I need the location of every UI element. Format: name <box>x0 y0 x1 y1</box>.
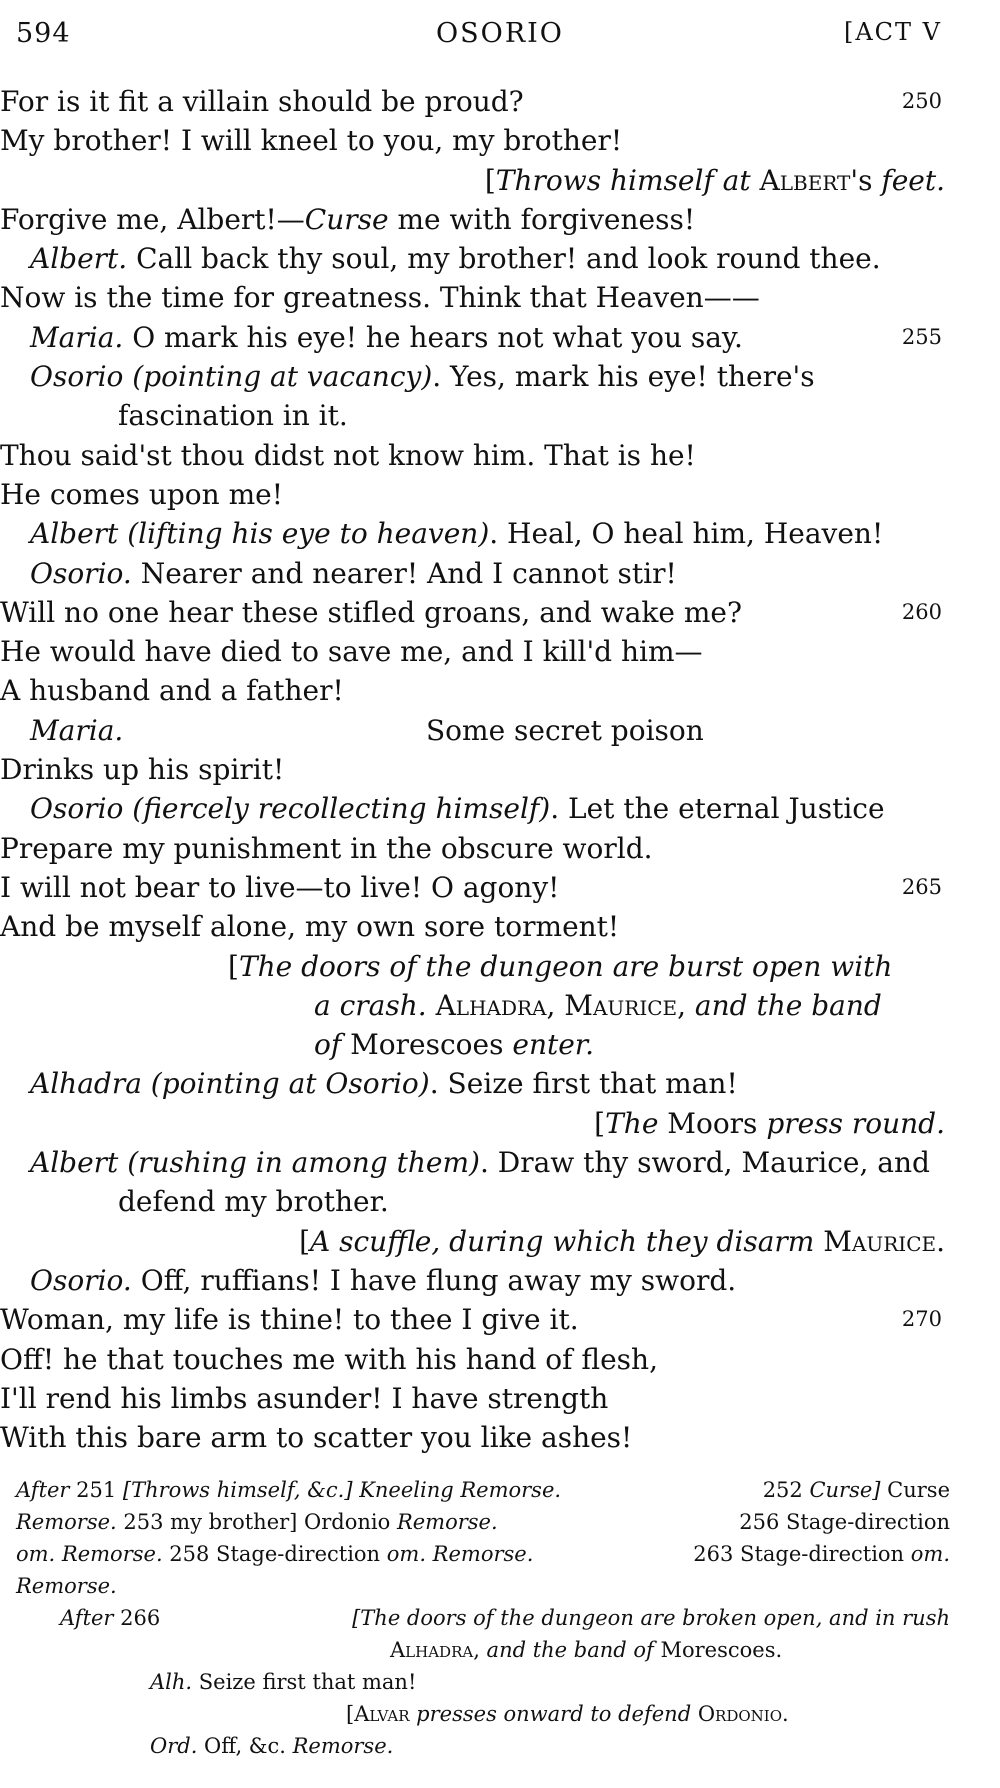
line-text: He comes upon me! <box>0 477 283 511</box>
speaker-name: Ord. <box>150 1734 198 1758</box>
note-text: and the band of <box>479 1638 661 1662</box>
group-name: Moors <box>658 1106 767 1140</box>
verse-line <box>0 278 1000 317</box>
verse-line <box>0 632 1000 671</box>
note-text: om. Remorse. <box>386 1542 534 1566</box>
speaker-name: Osorio <box>30 360 124 394</box>
group-name: Morescoes. <box>660 1638 783 1662</box>
line-text: For is it fit a villain should be proud? <box>0 85 524 118</box>
line-number: 260 <box>901 599 942 624</box>
speech-line <box>0 318 1000 357</box>
speaker-direction: (pointing at vacancy) <box>123 360 433 394</box>
note-line <box>0 1538 1000 1570</box>
note-text: Kneeling Remorse. <box>352 1478 562 1502</box>
stage-direction <box>0 1104 1000 1143</box>
note-segment <box>16 1538 533 1570</box>
note-line <box>0 1506 1000 1538</box>
verse-line <box>0 671 1000 710</box>
note-text: om. <box>910 1542 950 1566</box>
line-text: defend my brother. <box>118 1185 389 1219</box>
note-line <box>0 1634 1000 1666</box>
bracket: [ <box>484 163 496 197</box>
line-text: He would have died to save me, and I kill'd him— <box>0 635 703 669</box>
speaker-name: Alhadra <box>30 1067 142 1101</box>
act-label: [ACT V <box>843 18 942 46</box>
note-label: After <box>60 1606 114 1630</box>
page-number: 594 <box>16 18 71 49</box>
direction-text: feet. <box>881 163 945 197</box>
note-segment <box>16 1474 561 1506</box>
speech-line <box>0 1261 1000 1300</box>
note-line <box>0 1602 1000 1634</box>
line-text: Will no one hear these stifled groans, and wake me? <box>0 595 742 629</box>
verse-line <box>0 1182 1000 1221</box>
stage-direction <box>0 947 1000 986</box>
bracket: [ <box>299 1224 310 1258</box>
verse-line <box>0 868 1000 907</box>
note-text: 253 my brother] Ordonio <box>116 1510 397 1534</box>
line-text: Curse <box>304 202 389 236</box>
note-text: 258 Stage-direction <box>162 1542 387 1566</box>
speaker-name: Albert <box>30 1146 119 1180</box>
character-name: Albert <box>759 163 851 197</box>
speech-line <box>0 554 1000 593</box>
bracket: [ <box>346 1702 355 1726</box>
line-number: 250 <box>901 89 942 113</box>
line-text: . Yes, mark his eye! there's <box>432 360 815 394</box>
direction-text: and the band <box>686 988 882 1022</box>
stage-direction <box>0 1222 1000 1261</box>
line-text: Woman, my life is thine! to thee I give it. <box>0 1303 579 1337</box>
character-names: Alhadra, Maurice, <box>435 988 687 1022</box>
direction-text: press round. <box>766 1106 945 1140</box>
speech-line <box>0 1143 1000 1182</box>
running-title: OSORIO <box>436 18 564 49</box>
direction-text: The doors of the dungeon are burst open with <box>238 949 893 983</box>
verse-line <box>0 121 1000 160</box>
note-line <box>0 1698 1000 1730</box>
speech-line <box>0 711 1000 750</box>
line-text: . Seize first that man! <box>429 1067 738 1101</box>
line-text: Forgive me, Albert!— <box>0 202 305 236</box>
speech-line <box>0 789 1000 828</box>
note-text: Remorse. <box>292 1734 394 1758</box>
direction-text: The <box>605 1106 659 1140</box>
verse-line <box>0 1379 1000 1418</box>
note-text: Off, &c. <box>197 1734 293 1758</box>
speaker-direction: (fiercely recollecting himself) <box>123 792 551 826</box>
note-label: After <box>16 1478 70 1502</box>
speech-line <box>0 357 1000 396</box>
line-text: Now is the time for greatness. Think that Heaven—— <box>0 281 760 315</box>
character-name: Ordonio. <box>697 1702 789 1726</box>
textual-notes <box>0 1474 1000 1762</box>
verse-line <box>0 593 1000 632</box>
speaker-direction: (pointing at Osorio) <box>141 1067 430 1101</box>
speaker-name: Alh. <box>150 1670 193 1694</box>
note-text: Remorse. <box>16 1574 117 1598</box>
note-text: 266 <box>113 1606 161 1630</box>
line-text: With this bare arm to scatter you like ashes! <box>0 1421 633 1455</box>
speaker-name: Maria. <box>30 713 124 747</box>
direction-text: enter. <box>503 1028 595 1062</box>
verse-line <box>0 436 1000 475</box>
note-text: om. Remorse. <box>16 1542 163 1566</box>
speaker-name: Osorio. <box>30 1263 132 1297</box>
direction-text: 's <box>850 163 882 197</box>
line-text: A husband and a father! <box>0 674 344 708</box>
line-text: And be myself alone, my own sore torment! <box>0 910 620 944</box>
verse-line <box>0 200 1000 239</box>
line-text: fascination in it. <box>118 399 348 433</box>
line-text: Some secret poison <box>426 713 704 747</box>
line-number: 255 <box>901 324 942 349</box>
note-text: [The doors of the dungeon are broken open, and in rush <box>352 1606 950 1630</box>
line-number: 265 <box>901 874 942 899</box>
speaker-direction: (rushing in among them) <box>118 1146 480 1180</box>
character-name: Alhadra, <box>390 1638 480 1662</box>
note-text: 252 <box>762 1478 810 1502</box>
note-text: 263 Stage-direction <box>693 1542 911 1566</box>
line-text: I'll rend his limbs asunder! I have strength <box>0 1381 609 1415</box>
direction-text: of <box>314 1028 351 1062</box>
note-segment <box>60 1602 160 1634</box>
speaker-direction: (lifting his eye to heaven) <box>118 517 490 551</box>
verse-line <box>0 750 1000 789</box>
verse-line <box>0 829 1000 868</box>
line-number: 270 <box>901 1307 942 1332</box>
line-text: I will not bear to live—to live! O agony! <box>0 870 560 904</box>
bracket: [ <box>228 949 239 983</box>
line-text: Thou said'st thou didst not know him. That is he! <box>0 438 696 472</box>
note-line <box>0 1730 1000 1762</box>
line-text: Call back thy soul, my brother! and look round thee. <box>127 242 881 276</box>
character-name: Maurice. <box>823 1224 945 1258</box>
note-segment <box>763 1474 950 1506</box>
note-text: 256 Stage-direction <box>739 1510 950 1534</box>
speaker-name: Albert. <box>30 242 128 276</box>
bracket: [ <box>594 1106 606 1140</box>
line-text: . Heal, O heal him, Heaven! <box>489 517 884 551</box>
note-text: [Throws himself, &c.] <box>122 1478 353 1502</box>
verse-text <box>0 82 1000 1457</box>
verse-line <box>0 82 1000 121</box>
line-text: My brother! I will kneel to you, my brother! <box>0 124 623 158</box>
note-line <box>0 1474 1000 1506</box>
note-text: Seize first that man! <box>192 1670 417 1694</box>
note-text: Remorse. <box>16 1510 117 1534</box>
line-text: Prepare my punishment in the obscure world. <box>0 831 653 865</box>
speech-line <box>0 239 1000 278</box>
line-text: O mark his eye! he hears not what you say. <box>123 320 743 354</box>
character-name: Alvar <box>354 1702 410 1726</box>
line-text: Off! he that touches me with his hand of flesh, <box>0 1342 658 1376</box>
note-segment <box>16 1506 498 1538</box>
note-text: Remorse. <box>396 1510 498 1534</box>
verse-line <box>0 907 1000 946</box>
speech-line <box>0 514 1000 553</box>
line-text: . Let the eternal Justice <box>550 792 885 826</box>
note-line <box>0 1666 1000 1698</box>
line-text: . Draw thy sword, Maurice, and <box>479 1146 930 1180</box>
speaker-name: Osorio <box>30 792 124 826</box>
line-text: Off, ruffians! I have flung away my sword. <box>131 1263 737 1297</box>
note-text: presses onward to defend <box>409 1702 698 1726</box>
direction-text: a crash. <box>314 988 436 1022</box>
verse-line <box>0 1418 1000 1457</box>
line-text: me with forgiveness! <box>388 202 696 236</box>
speech-line <box>0 1064 1000 1103</box>
note-segment <box>693 1538 950 1570</box>
stage-direction <box>0 986 1000 1025</box>
direction-text: A scuffle, during which they disarm <box>310 1224 824 1258</box>
verse-line <box>0 475 1000 514</box>
stage-direction <box>0 161 1000 200</box>
note-segment <box>739 1506 950 1538</box>
group-name: Morescoes <box>350 1028 504 1062</box>
direction-text: Throws himself at <box>495 163 760 197</box>
note-line <box>0 1570 1000 1602</box>
note-text: Curse] <box>809 1478 881 1502</box>
line-text: Drinks up his spirit! <box>0 753 285 787</box>
line-text: Nearer and nearer! And I cannot stir! <box>131 556 677 590</box>
note-text: 251 <box>69 1478 123 1502</box>
verse-line <box>0 1340 1000 1379</box>
verse-line <box>0 396 1000 435</box>
stage-direction <box>0 1025 1000 1064</box>
note-text: Curse <box>880 1478 950 1502</box>
verse-line <box>0 1300 1000 1339</box>
speaker-name: Albert <box>30 517 119 551</box>
speaker-name: Osorio. <box>30 556 132 590</box>
speaker-name: Maria. <box>30 320 124 354</box>
